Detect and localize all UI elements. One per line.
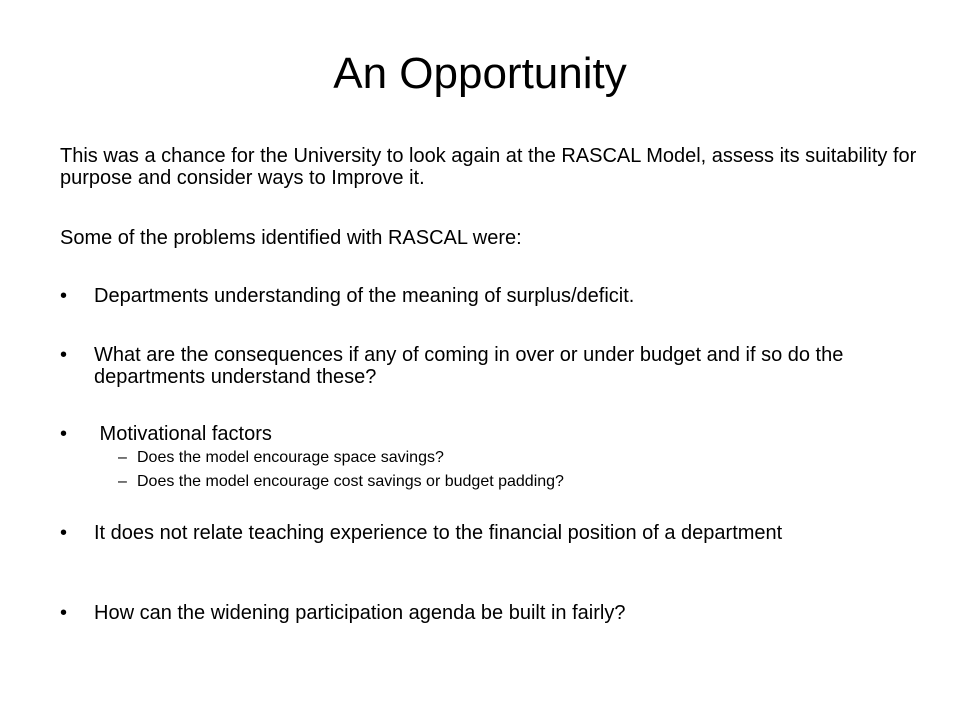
sub-bullet-item — [118, 472, 918, 492]
bullet-text: It does not relate teaching experience to the financial position of a department — [94, 522, 783, 544]
bullet-text: How can the widening participation agenda be built in fairly? — [94, 602, 626, 624]
bullet-marker: • — [60, 285, 68, 307]
bullet-marker: • — [60, 522, 68, 544]
bullet-item — [60, 285, 920, 307]
sub-bullet-marker: – — [118, 449, 127, 466]
problems-lead: Some of the problems identified with RASCAL were: — [60, 227, 522, 249]
sub-bullet-text: Does the model encourage cost savings or budget padding? — [137, 473, 564, 490]
bullet-marker: • — [60, 344, 68, 366]
bullet-marker: • — [60, 423, 68, 445]
sub-bullet-item — [118, 448, 918, 468]
bullet-text: What are the consequences if any of coming in over or under budget and if so do the departments understand these? — [94, 344, 844, 388]
bullet-item — [60, 602, 920, 624]
slide-title: An Opportunity — [333, 49, 627, 98]
intro-paragraph: This was a chance for the University to look again at the RASCAL Model, assess its suitability for purpose and consider ways to Improve it. — [60, 145, 917, 189]
bullet-item — [60, 522, 920, 544]
bullet-text: Departments understanding of the meaning of surplus/deficit. — [94, 285, 635, 307]
sub-bullet-marker: – — [118, 473, 127, 490]
bullet-marker: • — [60, 602, 68, 624]
sub-bullet-text: Does the model encourage space savings? — [137, 449, 444, 466]
bullet-text: Motivational factors — [94, 423, 272, 445]
bullet-item — [60, 344, 920, 388]
bullet-item — [60, 423, 920, 445]
